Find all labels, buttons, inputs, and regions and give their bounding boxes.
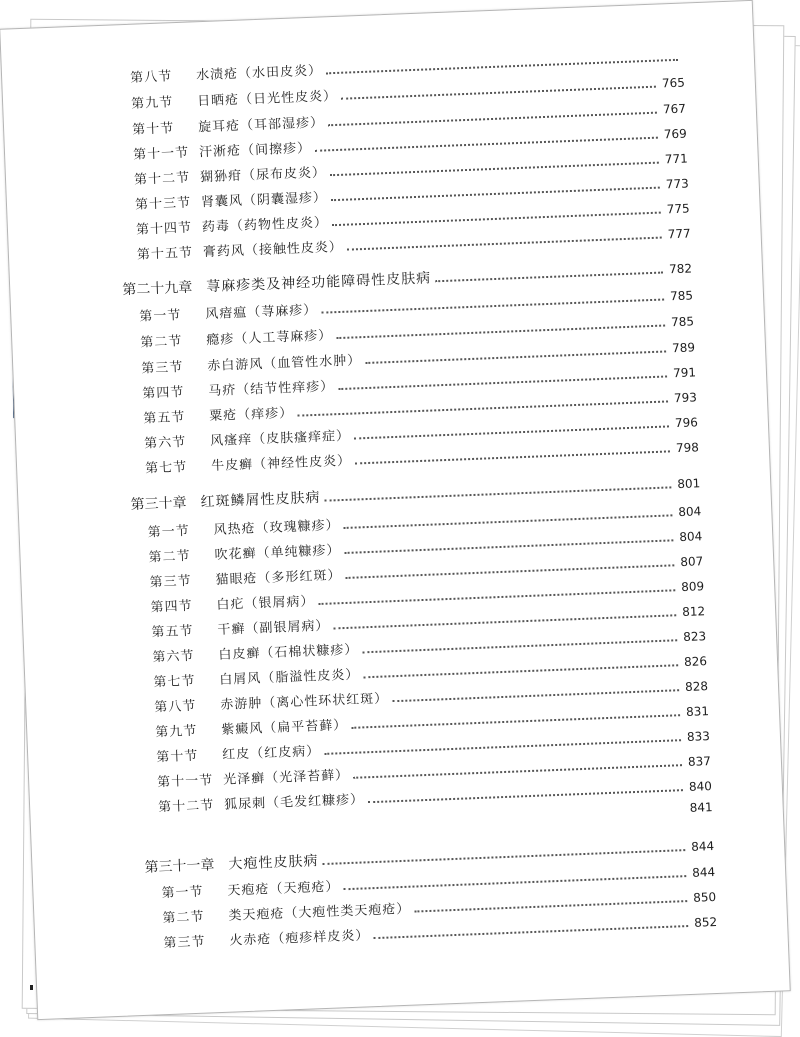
section-number: 第七节 bbox=[153, 673, 196, 691]
chapter-number: 第三十章 bbox=[130, 495, 187, 514]
section-number: 第十节 bbox=[156, 748, 199, 766]
section-number: 第四节 bbox=[150, 598, 193, 616]
dot-leader bbox=[343, 874, 686, 890]
dot-leader bbox=[353, 763, 682, 779]
dot-leader bbox=[330, 161, 659, 177]
section-number: 第五节 bbox=[151, 623, 194, 641]
chapter-title: 红斑鳞屑性皮肤病 bbox=[200, 489, 321, 511]
section-title: 药毒（药物性皮炎） bbox=[201, 215, 329, 236]
section-number: 第十二节 bbox=[133, 170, 191, 188]
page-number: 798 bbox=[675, 440, 700, 456]
dot-leader bbox=[345, 538, 674, 554]
chapter-number: 第二十九章 bbox=[122, 279, 193, 299]
page-number: 826 bbox=[683, 654, 708, 670]
page-number: 785 bbox=[670, 314, 695, 330]
page-number: 841 bbox=[689, 800, 713, 815]
dot-leader bbox=[344, 513, 673, 529]
page-number: 796 bbox=[674, 415, 699, 431]
dot-leader bbox=[368, 788, 683, 803]
page-number: 809 bbox=[680, 579, 705, 595]
dot-leader bbox=[373, 924, 688, 939]
section-title: 干癣（副银屑病） bbox=[217, 618, 330, 638]
section-number: 第十三节 bbox=[134, 195, 192, 213]
page-number: 804 bbox=[679, 529, 703, 545]
section-number: 第二节 bbox=[148, 548, 191, 566]
section-title: 马疥（结节性痒疹） bbox=[208, 379, 335, 400]
dot-leader bbox=[365, 349, 666, 364]
section-number: 第四节 bbox=[142, 385, 185, 402]
page-number: 769 bbox=[663, 126, 688, 142]
section-title: 粟疮（痒疹） bbox=[208, 405, 294, 425]
dot-leader bbox=[435, 271, 663, 283]
dot-leader bbox=[333, 613, 676, 629]
section-number: 第八节 bbox=[129, 69, 173, 86]
section-title: 类天疱疮（大疱性类天疱疮） bbox=[228, 901, 411, 924]
section-number: 第六节 bbox=[143, 434, 187, 452]
page-number: 844 bbox=[690, 839, 715, 854]
section-number: 第十五节 bbox=[136, 245, 194, 263]
section-title: 赤游肿（离心性环状红斑） bbox=[220, 691, 389, 713]
section-title: 风瘙痒（皮肤瘙痒症） bbox=[209, 428, 351, 450]
page-number: 789 bbox=[671, 340, 696, 356]
page-number: 771 bbox=[664, 151, 688, 167]
page-number: 804 bbox=[678, 504, 702, 520]
section-title: 瘾疹（人工荨麻疹） bbox=[206, 328, 333, 349]
section-number: 第九节 bbox=[155, 723, 198, 741]
dot-leader bbox=[392, 688, 679, 702]
dot-leader bbox=[321, 298, 664, 314]
section-title: 火赤疮（疱疹样皮炎） bbox=[229, 928, 370, 949]
page-number: 791 bbox=[672, 365, 697, 381]
dot-leader bbox=[325, 485, 672, 501]
section-title: 天疱疮（天疱疮） bbox=[227, 879, 340, 899]
section-number: 第一节 bbox=[147, 523, 190, 541]
section-title: 风瘖瘟（荨麻疹） bbox=[205, 302, 318, 323]
section-title: 日晒疮（日光性皮炎） bbox=[196, 88, 338, 110]
section-title: 白皮癣（石棉状糠疹） bbox=[218, 642, 359, 663]
dot-leader bbox=[332, 211, 661, 227]
section-title: 红皮（红皮病） bbox=[222, 744, 321, 763]
section-title: 紫癜风（扁平苔藓） bbox=[221, 717, 348, 738]
dot-leader bbox=[363, 663, 678, 678]
section-number: 第十二节 bbox=[157, 798, 215, 816]
dot-leader bbox=[331, 186, 660, 202]
page-number: 833 bbox=[686, 729, 711, 744]
section-number: 第一节 bbox=[139, 308, 182, 325]
page-number: 777 bbox=[667, 226, 691, 242]
dot-leader bbox=[328, 111, 657, 127]
section-title: 猫眼疮（多形红斑） bbox=[215, 568, 342, 588]
section-title: 肾囊风（阴囊湿疹） bbox=[200, 190, 328, 211]
page-number: 844 bbox=[691, 864, 716, 880]
section-number: 第十一节 bbox=[132, 145, 190, 163]
dot-leader bbox=[362, 638, 677, 653]
section-title: 水渍疮（水田皮炎） bbox=[195, 63, 323, 84]
section-number: 第九节 bbox=[130, 95, 174, 112]
section-number: 第二节 bbox=[140, 334, 183, 351]
dot-leader bbox=[326, 58, 678, 75]
page-number: 812 bbox=[681, 604, 706, 620]
chapter-title: 大疱性皮肤病 bbox=[228, 853, 319, 873]
dot-leader bbox=[315, 136, 658, 152]
section-title: 吹花癣（单纯糠疹） bbox=[214, 543, 341, 563]
section-number: 第十四节 bbox=[135, 220, 193, 238]
section-number: 第十节 bbox=[131, 121, 175, 138]
page-number: 852 bbox=[693, 914, 718, 930]
section-number: 第一节 bbox=[161, 884, 204, 902]
section-title: 白疕（银屑病） bbox=[216, 594, 315, 613]
section-number: 第七节 bbox=[144, 459, 188, 477]
page-number: 831 bbox=[685, 704, 710, 719]
chapter-title: 荨麻疹类及神经功能障碍性皮肤病 bbox=[205, 270, 432, 296]
dot-leader bbox=[354, 424, 669, 439]
section-title: 旋耳疮（耳部湿疹） bbox=[197, 115, 325, 136]
section-number: 第八节 bbox=[154, 698, 197, 716]
page-number: 807 bbox=[680, 554, 704, 570]
section-number: 第三节 bbox=[149, 573, 192, 591]
section-title: 猢狲疳（尿布皮炎） bbox=[199, 165, 327, 186]
page-number: 765 bbox=[661, 75, 686, 91]
page-number: 828 bbox=[684, 679, 709, 694]
section-number: 第三节 bbox=[163, 934, 206, 952]
section-number: 第三节 bbox=[141, 360, 184, 377]
section-title: 白屑风（脂溢性皮炎） bbox=[219, 667, 360, 688]
page-mark bbox=[30, 985, 33, 990]
section-title: 牛皮癣（神经性皮炎） bbox=[210, 453, 352, 475]
page-number: 767 bbox=[662, 101, 687, 117]
page-number: 782 bbox=[668, 261, 693, 277]
section-number: 第二节 bbox=[162, 909, 205, 927]
table-of-contents bbox=[0, 1, 789, 1019]
page-number: 773 bbox=[665, 176, 689, 192]
dot-leader bbox=[346, 563, 675, 579]
section-title: 狐尿刺（毛发红糠疹） bbox=[223, 792, 365, 813]
section-title: 风热疮（玫瑰糠疹） bbox=[213, 518, 340, 538]
dot-leader bbox=[336, 323, 665, 339]
dot-leader bbox=[347, 236, 662, 251]
page-number: 801 bbox=[677, 476, 701, 492]
page-number: 837 bbox=[687, 754, 712, 769]
dot-leader bbox=[341, 85, 656, 100]
chapter-number: 第三十一章 bbox=[144, 857, 215, 876]
page-number: 823 bbox=[682, 629, 707, 645]
dot-leader bbox=[414, 899, 687, 912]
page-number: 793 bbox=[673, 390, 698, 406]
page-number: 785 bbox=[669, 288, 694, 304]
section-title: 光泽癣（光泽苔藓） bbox=[222, 767, 350, 788]
section-number: 第六节 bbox=[152, 648, 195, 666]
section-number: 第五节 bbox=[143, 409, 186, 427]
section-title: 膏药风（接触性皮炎） bbox=[202, 239, 344, 261]
dot-leader bbox=[355, 449, 670, 464]
dot-leader bbox=[338, 374, 667, 390]
dot-leader bbox=[322, 848, 685, 865]
page-number: 775 bbox=[666, 201, 690, 217]
section-title: 汗淅疮（间擦疹） bbox=[198, 140, 312, 161]
page-number: 850 bbox=[692, 889, 717, 905]
section-number: 第十一节 bbox=[157, 773, 214, 791]
dot-leader bbox=[351, 713, 680, 729]
page-number: 840 bbox=[688, 779, 713, 794]
section-title: 赤白游风（血管性水肿） bbox=[207, 353, 362, 375]
